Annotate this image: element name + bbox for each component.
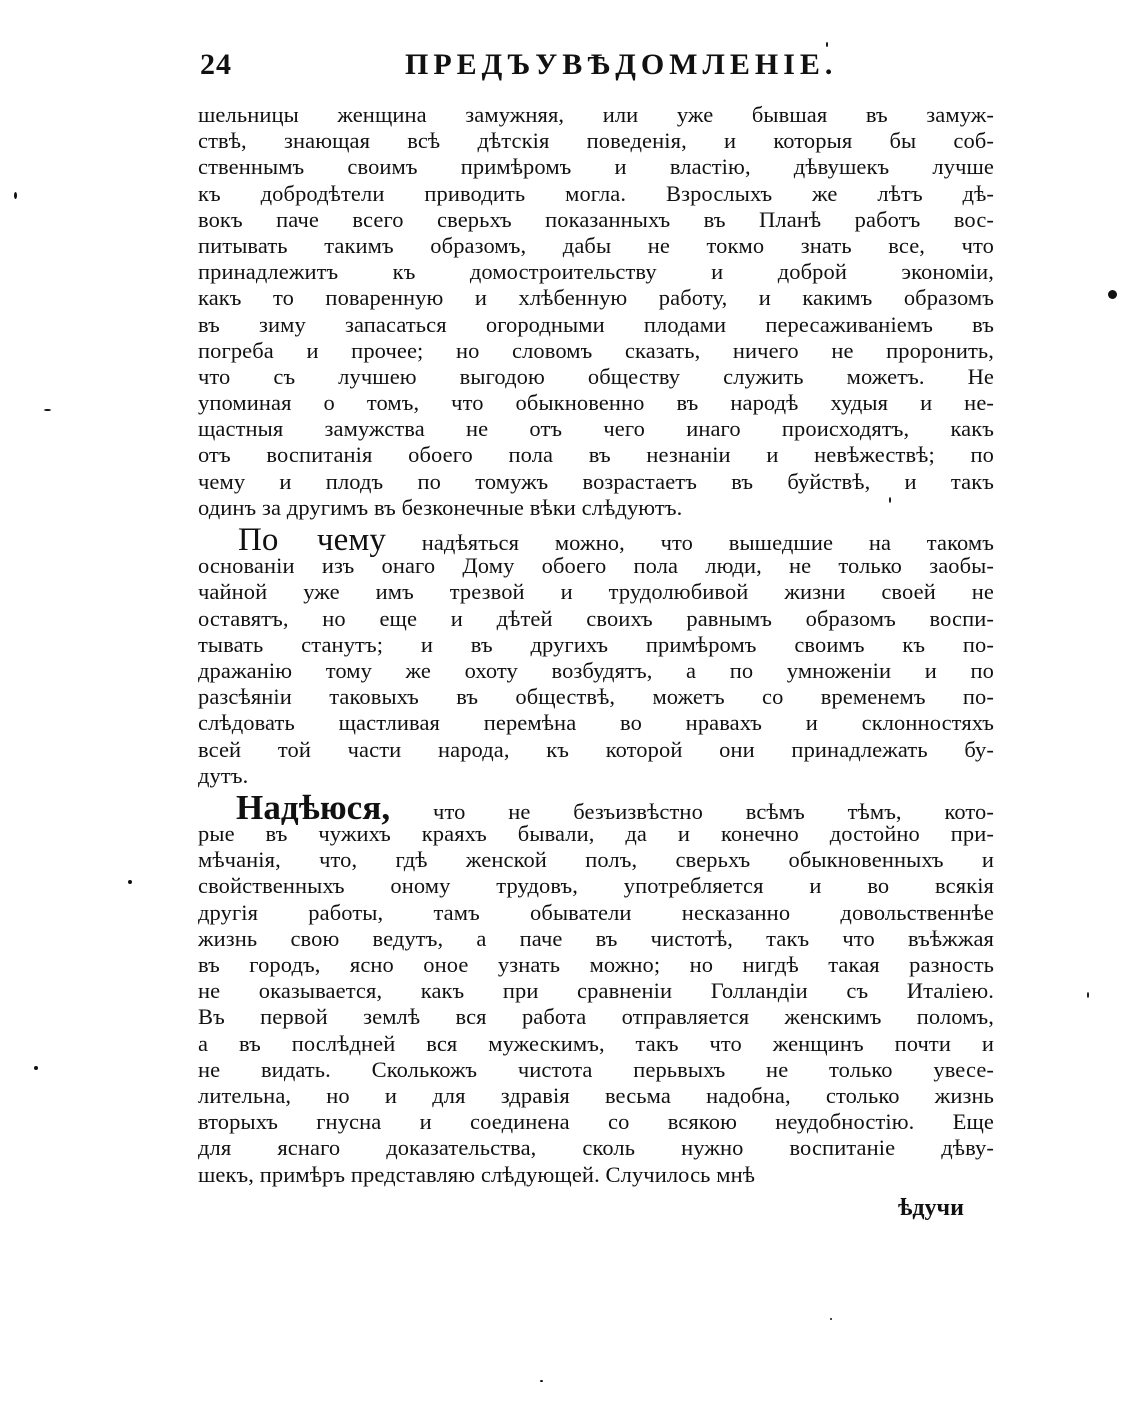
text-line: питывать такимъ образомъ, дабы не токмо знать все, что bbox=[198, 232, 994, 258]
text-line: отъ воспитанія обоего пола въ незнаніи и невѣжествѣ; по bbox=[198, 442, 994, 468]
text-line: не видать. Сколькожъ чистота перьвыхъ не только увесе- bbox=[198, 1056, 994, 1082]
text-line: всей той части народа, къ которой они принадлежать бу- bbox=[198, 736, 994, 762]
text-line: слѣдовать щастливая перемѣна во нравахъ и склонностяхъ bbox=[198, 710, 994, 736]
scan-speck bbox=[889, 497, 891, 503]
text-line: шекъ, примѣръ представляю слѣдующей. Случилось мнѣ bbox=[198, 1161, 756, 1187]
text-line: дутъ. bbox=[198, 762, 249, 788]
scan-speck bbox=[34, 1066, 38, 1070]
text-line: лительна, но и для здравія весьма надобна, столько жизнь bbox=[198, 1082, 994, 1108]
paragraph-3 bbox=[198, 787, 994, 1188]
scan-speck bbox=[128, 880, 132, 884]
text-line: чему и плодъ по томужъ возрастаетъ въ буйствѣ, и такъ bbox=[198, 468, 994, 494]
scan-speck bbox=[1087, 992, 1089, 998]
text-line: вокъ паче всего сверьхъ показанныхъ въ Планѣ работъ вос- bbox=[198, 206, 994, 232]
text-line bbox=[198, 787, 994, 827]
text-line: ственнымъ своимъ примѣромъ и властію, дѣвушекъ лучше bbox=[198, 154, 994, 180]
text-line: разсѣяніи таковыхъ въ обществѣ, можетъ со временемъ по- bbox=[198, 684, 994, 710]
text-line: жизнь свою ведутъ, а паче въ чистотѣ, такъ что въѣжжая bbox=[198, 925, 994, 951]
paragraph-lead-word: Надѣюся, bbox=[236, 787, 391, 827]
text-line: Въ первой землѣ вся работа отправляется женскимъ поломъ, bbox=[198, 1004, 994, 1030]
scan-speck bbox=[830, 1318, 832, 1320]
text-line: одинъ за другимъ въ безконечные вѣки слѣдуютъ. bbox=[198, 494, 683, 520]
text-line: основаніи изъ онаго Дому обоего пола люди, не только заобы- bbox=[198, 553, 994, 579]
text-line: какъ то поваренную и хлѣбенную работу, и какимъ образомъ bbox=[198, 285, 994, 311]
text-line: дражанію тому же охоту возбудятъ, а по умноженіи и по bbox=[198, 657, 994, 683]
scan-speck bbox=[1108, 290, 1117, 299]
paragraph-lead-word: По чему bbox=[238, 522, 386, 558]
scan-speck bbox=[826, 42, 828, 47]
page-header bbox=[200, 48, 1000, 92]
scan-speck bbox=[540, 1380, 543, 1382]
text-line: мѣчанія, что, гдѣ женской полъ, сверьхъ обыкновенныхъ и bbox=[198, 847, 994, 873]
text-line: погреба и прочее; но словомъ сказать, ничего не проронить, bbox=[198, 337, 994, 363]
text-line: шельницы женщина замужняя, или уже бывшая въ замуж- bbox=[198, 102, 994, 127]
text-line: оставятъ, но еще и дѣтей своихъ равнымъ образомъ воспи- bbox=[198, 605, 994, 631]
text-line: въ зиму запасаться огородными плодами пересаживаніемъ въ bbox=[198, 311, 994, 337]
text-line: а въ послѣдней вся мужескимъ, такъ что женщинъ почти и bbox=[198, 1030, 994, 1056]
text-line: для яснаго доказательства, сколь нужно воспитаніе дѣву- bbox=[198, 1135, 994, 1161]
catchword: ѣдучи bbox=[898, 1195, 964, 1221]
text-line: что съ лучшею выгодою обществу служить можетъ. Не bbox=[198, 363, 994, 389]
text-line: другія работы, тамъ обыватели несказанно довольственнѣе bbox=[198, 899, 994, 925]
text-line: къ добродѣтели приводить могла. Взрослыхъ же лѣтъ дѣ- bbox=[198, 180, 994, 206]
text-line: упоминая о томъ, что обыкновенно въ народѣ худыя и не- bbox=[198, 390, 994, 416]
scan-speck bbox=[14, 192, 17, 199]
text-line bbox=[198, 522, 994, 558]
text-line: чайной уже имъ трезвой и трудолюбивой жизни своей не bbox=[198, 579, 994, 605]
page-number: 24 bbox=[200, 48, 232, 81]
text-line: щастныя замужства не отъ чего инаго происходятъ, какъ bbox=[198, 416, 994, 442]
text-line: не оказывается, какъ при сравненіи Голландіи съ Италіею. bbox=[198, 978, 994, 1004]
text-line: тывать станутъ; и въ другихъ примѣромъ своимъ къ по- bbox=[198, 631, 994, 657]
text-line: рые въ чужихъ краяхъ бывали, да и конечно достойно при- bbox=[198, 821, 994, 847]
running-title: ПРЕДЪУВѢДОМЛЕНІЕ. bbox=[405, 48, 838, 81]
text-line: принадлежитъ къ домостроительству и доброй экономіи, bbox=[198, 259, 994, 285]
text-line: свойственныхъ оному трудовъ, употребляется и во всякія bbox=[198, 873, 994, 899]
text-line: ствѣ, знающая всѣ дѣтскія поведенія, и которыя бы соб- bbox=[198, 128, 994, 154]
paragraph-2 bbox=[198, 522, 994, 789]
text-run: что не безъизвѣстно всѣмъ тѣмъ, кото- bbox=[433, 798, 994, 824]
paragraph-1 bbox=[198, 102, 994, 521]
body-text bbox=[198, 102, 994, 1188]
scan-speck bbox=[44, 409, 51, 411]
text-run: надѣяться можно, что вышедшие на такомъ bbox=[421, 530, 994, 555]
text-line: въ городъ, ясно оное узнать можно; но нигдѣ такая разность bbox=[198, 952, 994, 977]
text-line: вторыхъ гнусна и соединена со всякою неудобностію. Еще bbox=[198, 1109, 994, 1135]
